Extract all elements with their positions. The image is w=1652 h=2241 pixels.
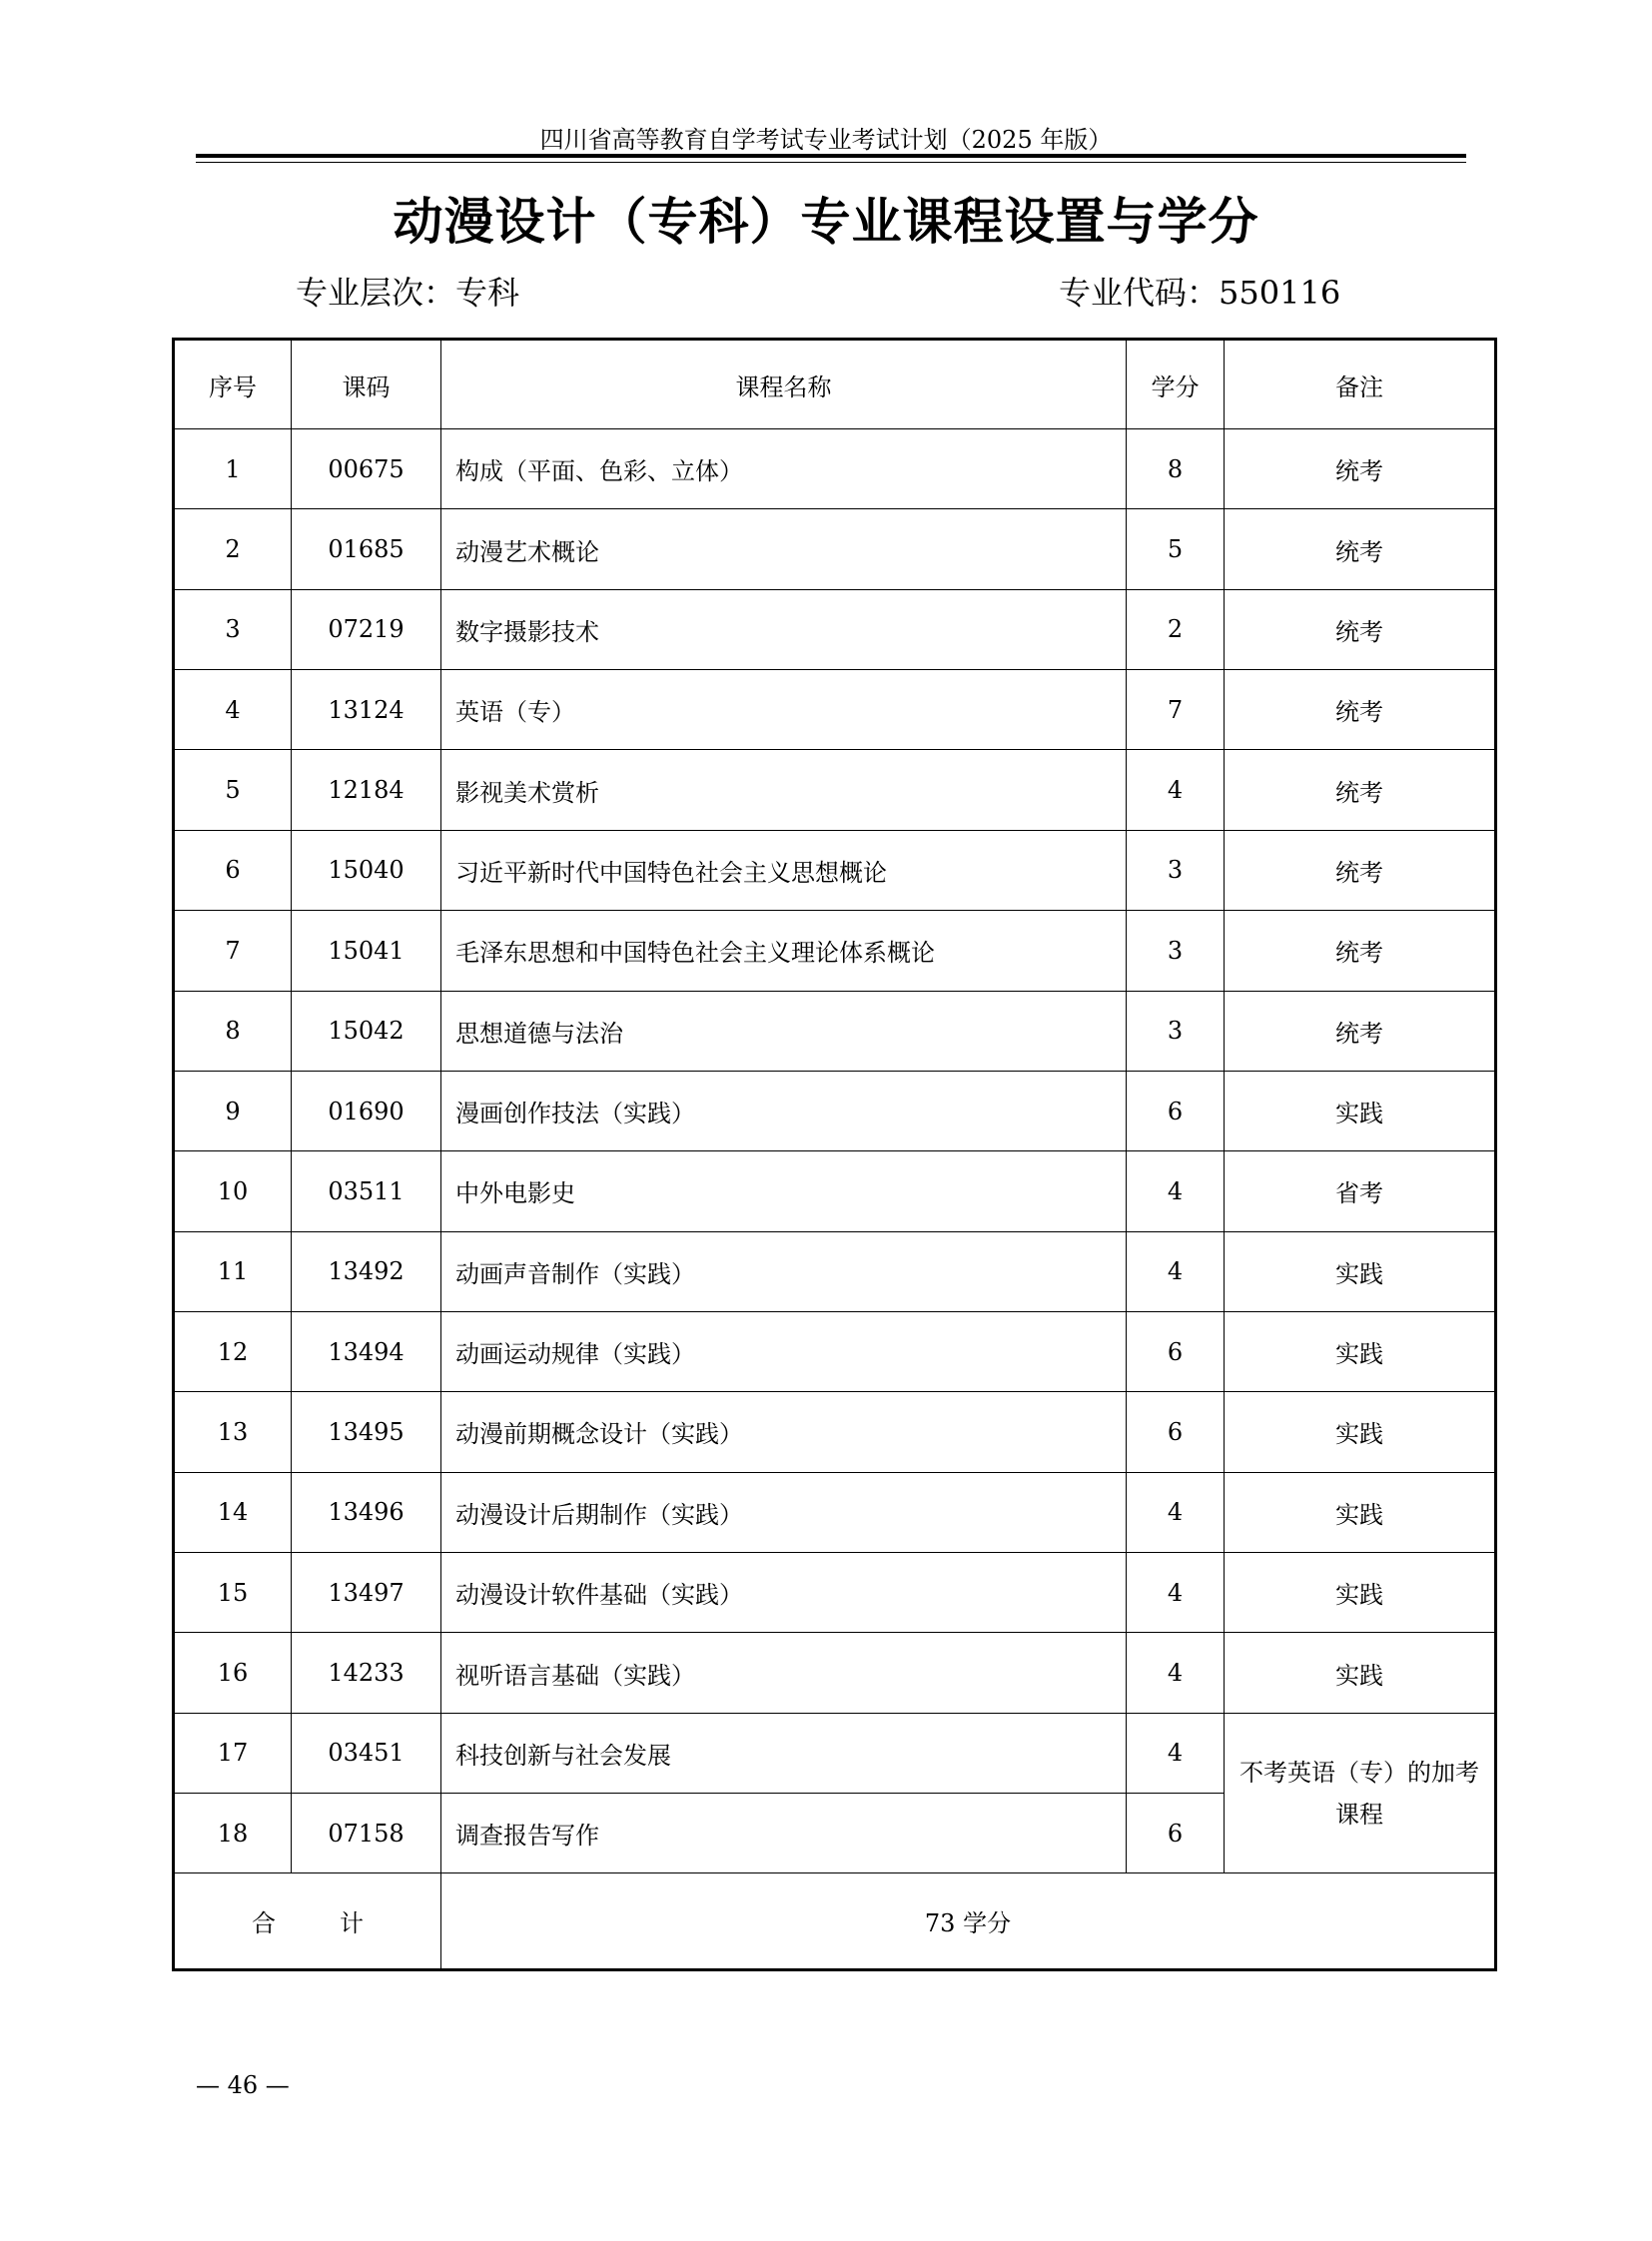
row-name: 构成（平面、色彩、立体）	[441, 429, 1127, 509]
row-name: 习近平新时代中国特色社会主义思想概论	[441, 830, 1127, 910]
row-credit: 3	[1127, 911, 1225, 991]
merged-note-line-2: 课程	[1335, 1800, 1383, 1829]
row-no: 16	[174, 1633, 292, 1713]
table-row	[174, 1311, 1496, 1391]
table-row	[174, 429, 1496, 509]
row-no: 1	[174, 429, 292, 509]
table-row	[174, 1713, 1496, 1793]
row-no: 7	[174, 911, 292, 991]
row-name: 思想道德与法治	[441, 991, 1127, 1071]
header-credit: 学分	[1127, 340, 1225, 429]
header-note: 备注	[1225, 340, 1496, 429]
row-credit: 6	[1127, 1794, 1225, 1873]
row-name: 动画声音制作（实践）	[441, 1231, 1127, 1311]
header-name: 课程名称	[441, 340, 1127, 429]
row-code: 14233	[292, 1633, 441, 1713]
major-code-value: 550116	[1219, 274, 1341, 312]
table-row	[174, 1472, 1496, 1552]
row-no: 18	[174, 1794, 292, 1873]
course-table	[172, 338, 1497, 1971]
table-row	[174, 1071, 1496, 1150]
header-no: 序号	[174, 340, 292, 429]
row-code: 01685	[292, 509, 441, 589]
header-code: 课码	[292, 340, 441, 429]
page-number: — 46 —	[196, 2071, 290, 2099]
row-code: 13124	[292, 670, 441, 750]
row-note: 统考	[1225, 750, 1496, 830]
row-no: 10	[174, 1151, 292, 1231]
row-no: 15	[174, 1553, 292, 1633]
row-note: 实践	[1225, 1392, 1496, 1472]
major-level	[296, 268, 519, 314]
row-credit: 4	[1127, 1231, 1225, 1311]
row-code: 13497	[292, 1553, 441, 1633]
merged-note-line-1: 不考英语（专）的加考	[1239, 1758, 1479, 1787]
row-credit: 6	[1127, 1311, 1225, 1391]
row-name: 中外电影史	[441, 1151, 1127, 1231]
row-credit: 7	[1127, 670, 1225, 750]
table-row	[174, 991, 1496, 1071]
row-note: 实践	[1225, 1633, 1496, 1713]
row-credit: 4	[1127, 750, 1225, 830]
row-name: 动漫设计软件基础（实践）	[441, 1553, 1127, 1633]
table-row	[174, 830, 1496, 910]
total-label-char-2: 计	[340, 1909, 364, 1938]
row-code: 07158	[292, 1794, 441, 1873]
total-row	[174, 1873, 1496, 1970]
major-code	[1059, 268, 1340, 314]
row-name: 影视美术赏析	[441, 750, 1127, 830]
row-no: 12	[174, 1311, 292, 1391]
row-credit: 4	[1127, 1633, 1225, 1713]
row-note: 统考	[1225, 509, 1496, 589]
row-credit: 3	[1127, 991, 1225, 1071]
row-note: 统考	[1225, 429, 1496, 509]
major-level-label: 专业层次：	[296, 274, 456, 312]
row-note: 实践	[1225, 1071, 1496, 1150]
row-note: 统考	[1225, 830, 1496, 910]
row-credit: 6	[1127, 1392, 1225, 1472]
row-code: 00675	[292, 429, 441, 509]
row-no: 8	[174, 991, 292, 1071]
row-credit: 5	[1127, 509, 1225, 589]
row-code: 13492	[292, 1231, 441, 1311]
total-value: 73 学分	[441, 1873, 1496, 1970]
row-credit: 8	[1127, 429, 1225, 509]
row-name: 漫画创作技法（实践）	[441, 1071, 1127, 1150]
row-name: 英语（专）	[441, 670, 1127, 750]
row-credit: 6	[1127, 1071, 1225, 1150]
total-label	[174, 1873, 441, 1970]
row-no: 14	[174, 1472, 292, 1552]
row-code: 13495	[292, 1392, 441, 1472]
row-code: 07219	[292, 589, 441, 669]
document-title: 动漫设计（专科）专业课程设置与学分	[393, 193, 1259, 251]
table-row	[174, 509, 1496, 589]
row-note: 统考	[1225, 991, 1496, 1071]
row-credit: 4	[1127, 1151, 1225, 1231]
row-no: 6	[174, 830, 292, 910]
row-name: 科技创新与社会发展	[441, 1713, 1127, 1793]
table-row	[174, 670, 1496, 750]
row-note: 实践	[1225, 1553, 1496, 1633]
row-no: 11	[174, 1231, 292, 1311]
row-no: 17	[174, 1713, 292, 1793]
row-code: 15040	[292, 830, 441, 910]
row-no: 3	[174, 589, 292, 669]
row-note: 实践	[1225, 1472, 1496, 1552]
row-name: 动漫设计后期制作（实践）	[441, 1472, 1127, 1552]
row-code: 01690	[292, 1071, 441, 1150]
merged-note	[1225, 1713, 1496, 1873]
table-row	[174, 1231, 1496, 1311]
row-note: 省考	[1225, 1151, 1496, 1231]
row-name: 调查报告写作	[441, 1794, 1127, 1873]
row-name: 动漫艺术概论	[441, 509, 1127, 589]
row-note: 统考	[1225, 911, 1496, 991]
total-label-char-1: 合	[252, 1909, 276, 1938]
table-row	[174, 1151, 1496, 1231]
row-code: 15041	[292, 911, 441, 991]
row-no: 13	[174, 1392, 292, 1472]
table-header-row	[174, 340, 1496, 429]
row-code: 12184	[292, 750, 441, 830]
row-note: 实践	[1225, 1231, 1496, 1311]
row-no: 9	[174, 1071, 292, 1150]
table-row	[174, 911, 1496, 991]
table-row	[174, 1392, 1496, 1472]
header-rule-thick	[196, 154, 1466, 158]
table-row	[174, 1633, 1496, 1713]
major-level-value: 专科	[455, 274, 520, 312]
row-code: 15042	[292, 991, 441, 1071]
header-rule-thin	[196, 162, 1466, 163]
major-code-label: 专业代码：	[1059, 274, 1220, 312]
row-no: 5	[174, 750, 292, 830]
row-name: 视听语言基础（实践）	[441, 1633, 1127, 1713]
row-name: 数字摄影技术	[441, 589, 1127, 669]
row-code: 13494	[292, 1311, 441, 1391]
row-name: 动漫前期概念设计（实践）	[441, 1392, 1127, 1472]
row-credit: 4	[1127, 1553, 1225, 1633]
row-code: 13496	[292, 1472, 441, 1552]
row-code: 03511	[292, 1151, 441, 1231]
row-code: 03451	[292, 1713, 441, 1793]
row-credit: 4	[1127, 1472, 1225, 1552]
row-note: 实践	[1225, 1311, 1496, 1391]
row-credit: 3	[1127, 830, 1225, 910]
table-row	[174, 589, 1496, 669]
table-row	[174, 750, 1496, 830]
row-credit: 4	[1127, 1713, 1225, 1793]
running-header: 四川省高等教育自学考试专业考试计划（2025 年版）	[539, 126, 1113, 154]
table-row	[174, 1553, 1496, 1633]
row-note: 统考	[1225, 589, 1496, 669]
row-name: 动画运动规律（实践）	[441, 1311, 1127, 1391]
row-no: 4	[174, 670, 292, 750]
row-credit: 2	[1127, 589, 1225, 669]
row-name: 毛泽东思想和中国特色社会主义理论体系概论	[441, 911, 1127, 991]
row-note: 统考	[1225, 670, 1496, 750]
row-no: 2	[174, 509, 292, 589]
